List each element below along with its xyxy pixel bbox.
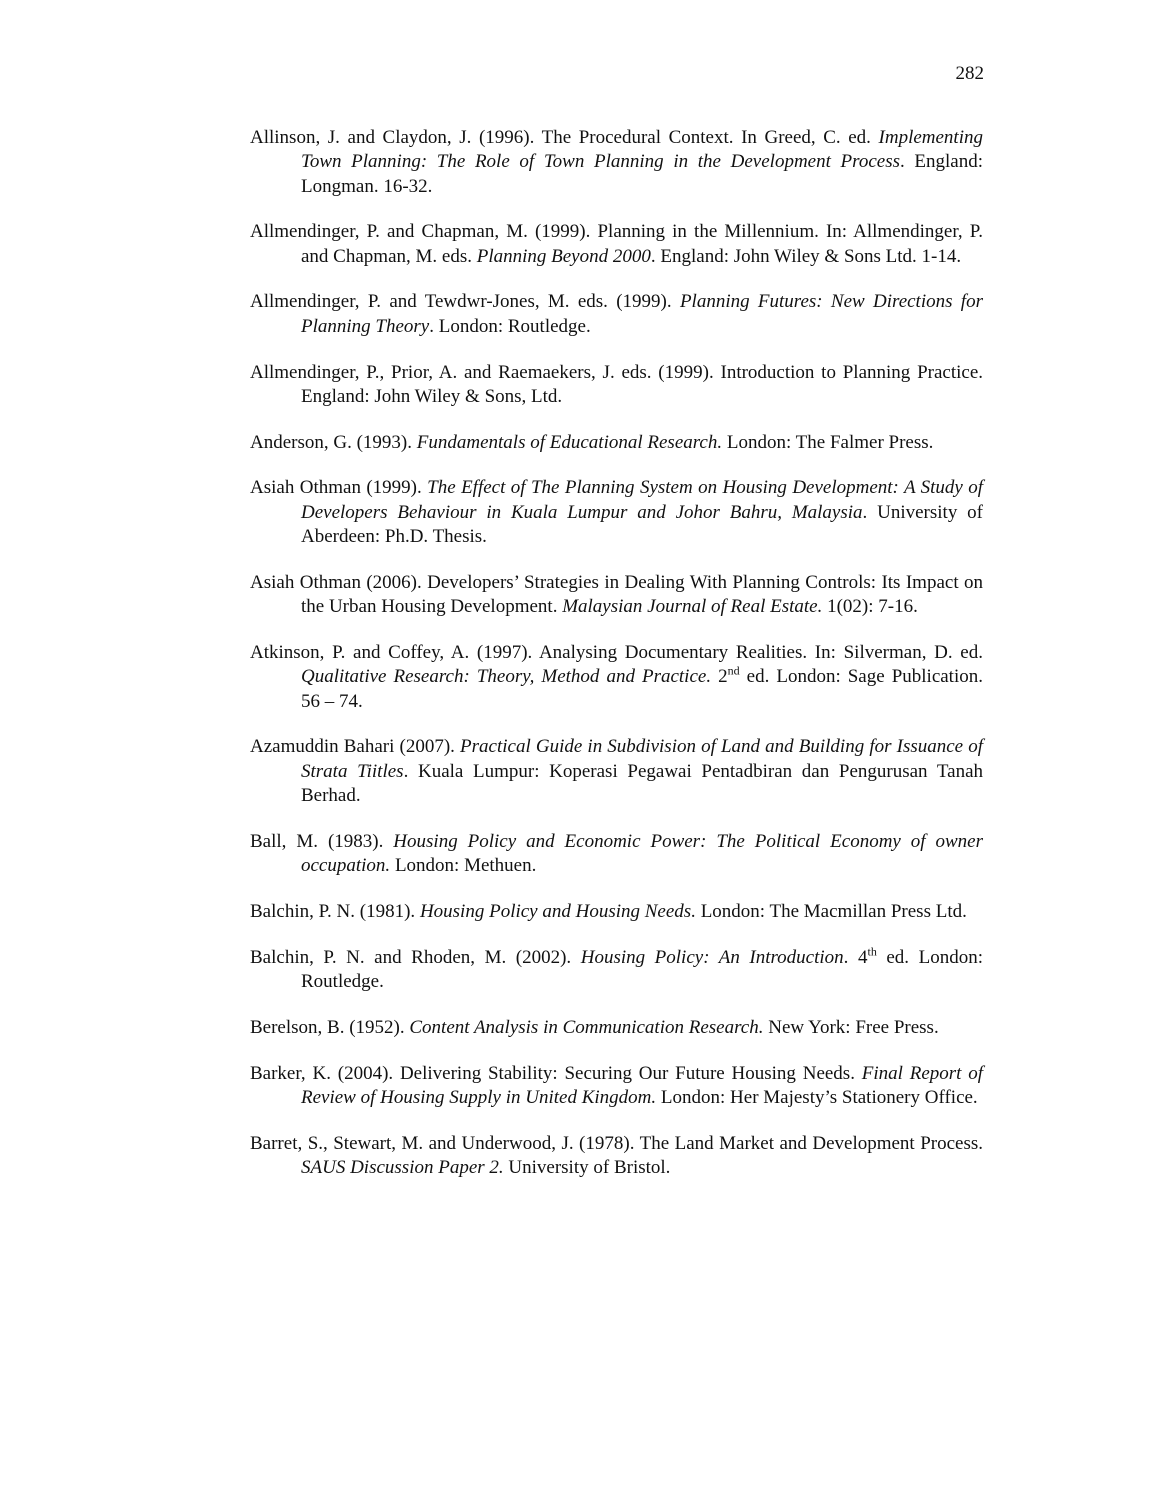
reference-title-italic: Housing Policy and Economic Power: The Political Economy of owner occupation. [301, 830, 984, 877]
reference-title-italic: Housing Policy and Housing Needs. [419, 900, 696, 922]
reference-text: Allmendinger, P., Prior, A. and Raemaekers, J. eds. (1999). Introduction to Planning Practice. England: John Wiley & Sons, Ltd. [250, 361, 983, 407]
reference-entry [250, 830, 983, 879]
reference-text: Allmendinger, P. and Tewdwr-Jones, M. eds. (1999). [250, 291, 680, 313]
reference-text: University of Bristol. [503, 1156, 671, 1178]
reference-entry [250, 946, 983, 995]
reference-text: . London: Routledge. [429, 315, 591, 337]
reference-title-italic: Qualitative Research: Theory, Method and Practice. [301, 666, 712, 688]
reference-text: Allinson, J. and Claydon, J. (1996). The Procedural Context. In Greed, C. ed. [250, 127, 879, 148]
reference-entry [250, 900, 983, 924]
reference-entry [250, 220, 983, 269]
reference-title-italic: Malaysian Journal of Real Estate. [562, 596, 823, 618]
reference-entry [250, 290, 983, 339]
reference-entry [250, 641, 983, 714]
reference-title-italic: Fundamentals of Educational Research. [416, 431, 723, 453]
reference-title-italic: The Effect of The Planning System on Housing Development: A Study of Developers Behaviour in Kuala Lumpur and Johor Bahru, Malaysia [301, 477, 984, 523]
reference-text: London: The Macmillan Press Ltd. [695, 900, 967, 922]
reference-title-italic: Housing Policy: An Introduction [580, 946, 844, 968]
reference-text: London: The Falmer Press. [722, 431, 934, 453]
reference-text: Barker, K. (2004). Delivering Stability: Securing Our Future Housing Needs. [250, 1062, 862, 1084]
reference-entry [250, 476, 983, 549]
reference-entry [250, 126, 983, 199]
reference-text: . Kuala Lumpur: Koperasi Pegawai Pentadbiran dan Pengurusan Tanah Berhad. [301, 760, 984, 806]
reference-text: . England: John Wiley & Sons Ltd. 1-14. [650, 245, 962, 267]
reference-text: Balchin, P. N. and Rhoden, M. (2002). [250, 946, 581, 968]
reference-entry [250, 431, 983, 455]
reference-text: . England: Longman. 16-32. [301, 151, 983, 197]
reference-entry [250, 361, 983, 410]
reference-title-italic: Final Report of Review of Housing Supply in United Kingdom. [301, 1062, 983, 1108]
reference-text: ed. London: Routledge. [301, 946, 983, 992]
reference-text: . 4 [843, 946, 868, 968]
reference-text: Balchin, P. N. (1981). [250, 900, 420, 922]
reference-text: New York: Free Press. [763, 1016, 939, 1038]
reference-list [250, 126, 983, 1202]
reference-text: Ball, M. (1983). [250, 830, 394, 852]
reference-title-italic: SAUS Discussion Paper 2. [301, 1156, 504, 1178]
reference-text: 1(02): 7-16. [822, 596, 918, 618]
reference-title-italic: Practical Guide in Subdivision of Land and Building for Issuance of Strata Tiitles [301, 736, 983, 782]
reference-entry [250, 571, 983, 620]
ordinal-suffix: nd [727, 663, 740, 678]
reference-text: Berelson, B. (1952). [250, 1016, 410, 1038]
reference-text: Atkinson, P. and Coffey, A. (1997). Analysing Documentary Realities. In: Silverman, D. ed. [250, 641, 983, 663]
ordinal-suffix: th [867, 944, 877, 959]
reference-title-italic: Planning Futures: New Directions for Planning Theory [301, 291, 983, 337]
reference-text: Asiah Othman (2006). Developers’ Strategies in Dealing With Planning Controls: Its Impact on the Urban Housing Development. [250, 571, 983, 618]
reference-title-italic: Content Analysis in Communication Research. [409, 1016, 764, 1038]
page-number: 282 [955, 63, 984, 84]
reference-entry [250, 1062, 983, 1111]
reference-text: . University of Aberdeen: Ph.D. Thesis. [301, 501, 983, 548]
reference-entry [250, 1132, 983, 1181]
reference-text: Asiah Othman (1999). [250, 477, 428, 499]
reference-text: Barret, S., Stewart, M. and Underwood, J. (1978). The Land Market and Development Process. [250, 1132, 983, 1154]
reference-text: Allmendinger, P. and Chapman, M. (1999). Planning in the Millennium. In: Allmendinger, P. and Chapman, M. eds. [250, 221, 983, 267]
reference-text: 2 [711, 666, 728, 688]
reference-text: Anderson, G. (1993). [250, 431, 417, 453]
reference-text: London: Methuen. [390, 855, 537, 877]
reference-entry [250, 1016, 983, 1040]
reference-title-italic: Implementing Town Planning: The Role of Town Planning in the Development Process [301, 127, 983, 173]
reference-text: ed. London: Sage Publication. 56 – 74. [301, 666, 983, 712]
reference-title-italic: Planning Beyond 2000 [476, 245, 651, 267]
reference-text: London: Her Majesty’s Stationery Office. [656, 1086, 978, 1108]
reference-entry [250, 735, 983, 808]
reference-text: Azamuddin Bahari (2007). [250, 736, 461, 758]
